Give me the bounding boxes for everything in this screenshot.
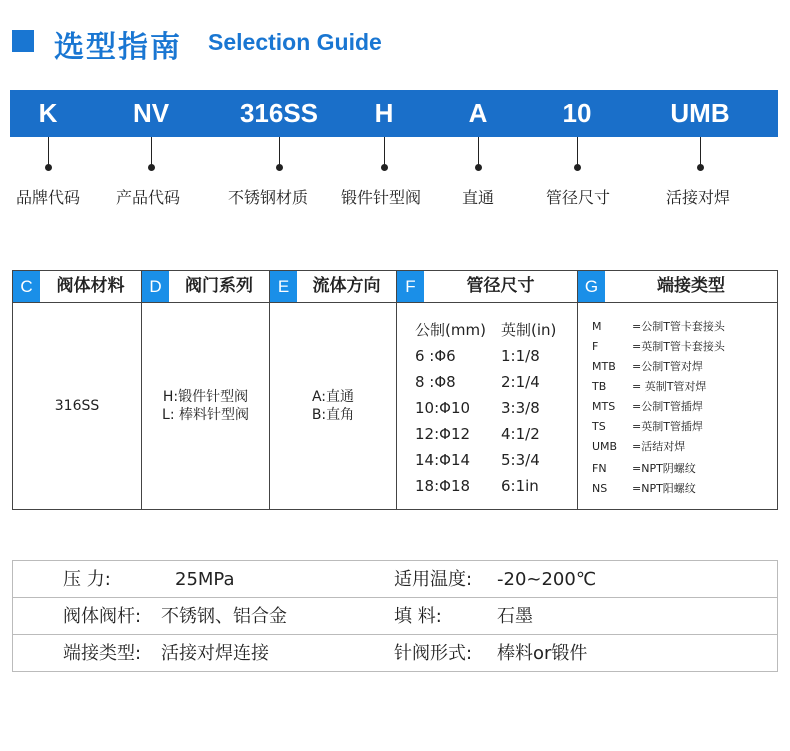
end-code: TB xyxy=(592,380,607,393)
metric-item: 14:Φ14 xyxy=(415,451,471,469)
param-label: 阀体阀杆: xyxy=(63,606,142,627)
param-value: 活接对焊连接 xyxy=(161,643,269,664)
imperial-item: 4:1/2 xyxy=(501,425,540,443)
param-label: 端接类型: xyxy=(63,643,142,664)
end-type-row xyxy=(592,462,696,475)
param-label: 压 力: xyxy=(63,569,111,590)
label-direction: 直通 xyxy=(461,188,495,207)
label-size: 管径尺寸 xyxy=(545,188,611,207)
connector-line xyxy=(151,137,152,167)
connector-dot xyxy=(276,164,283,171)
connector-dot xyxy=(697,164,704,171)
col-title: 阀门系列 xyxy=(185,276,253,296)
param-value: 不锈钢、铝合金 xyxy=(161,606,287,627)
col-series xyxy=(142,271,270,509)
col-letter: G xyxy=(578,271,605,302)
imperial-item: 6:1in xyxy=(501,477,539,495)
col-title: 端接类型 xyxy=(657,276,725,296)
connector-line xyxy=(48,137,49,167)
material-value: 316SS xyxy=(54,398,100,414)
col-title: 流体方向 xyxy=(312,276,381,296)
metric-item: 10:Φ10 xyxy=(415,399,471,417)
title-zh: 选型指南 xyxy=(54,30,182,65)
metric-sizes xyxy=(415,317,486,499)
end-code: NS xyxy=(592,482,608,495)
end-code: MTS xyxy=(592,400,616,413)
end-type-row xyxy=(592,420,703,433)
metric-header: 公制(mm) xyxy=(415,321,486,339)
code-direction: A xyxy=(468,98,488,128)
params-row xyxy=(13,635,777,672)
direction-line: B:直角 xyxy=(311,407,355,423)
end-code: FN xyxy=(592,462,607,475)
label-material: 不锈钢材质 xyxy=(227,188,309,207)
end-code: MTB xyxy=(592,360,616,373)
end-desc: =NPT阴螺纹 xyxy=(632,462,696,475)
series-line: H:锻件针型阀 xyxy=(162,389,249,405)
end-type-row xyxy=(592,380,706,393)
end-code: M xyxy=(592,320,602,333)
col-header xyxy=(270,271,396,303)
col-title: 管径尺寸 xyxy=(466,276,535,296)
end-desc: =公制T管对焊 xyxy=(632,360,703,373)
col-letter: F xyxy=(397,271,424,302)
param-value: 石墨 xyxy=(497,606,533,627)
header-square-icon xyxy=(12,30,34,52)
imperial-item: 1:1/8 xyxy=(501,347,540,365)
end-code: F xyxy=(592,340,599,353)
col-header xyxy=(142,271,269,303)
label-brand: 品牌代码 xyxy=(15,188,81,207)
label-end: 活接对焊 xyxy=(665,188,731,207)
end-type-row xyxy=(592,320,725,333)
end-type-row xyxy=(592,482,696,495)
col-header xyxy=(578,271,777,303)
end-desc: = 英制T管对焊 xyxy=(632,380,707,393)
col-direction xyxy=(270,271,397,509)
col-end-type xyxy=(578,271,777,509)
col-letter: D xyxy=(142,271,169,302)
imperial-header: 英制(in) xyxy=(501,321,557,339)
end-desc: =英制T管插焊 xyxy=(632,420,703,433)
end-type-row xyxy=(592,360,703,373)
connector-dot xyxy=(148,164,155,171)
code-product: NV xyxy=(132,98,170,128)
col-size xyxy=(397,271,578,509)
connector-dot xyxy=(574,164,581,171)
code-brand: K xyxy=(38,98,58,128)
params-row xyxy=(13,561,777,598)
series-line: L: 棒料针型阀 xyxy=(162,407,249,423)
col-letter: E xyxy=(270,271,297,302)
metric-item: 6 :Φ6 xyxy=(415,347,456,365)
col-body xyxy=(397,303,577,509)
end-code: TS xyxy=(592,420,606,433)
connector-dot xyxy=(45,164,52,171)
end-desc: =活结对焊 xyxy=(632,440,686,453)
metric-item: 18:Φ18 xyxy=(415,477,471,495)
model-code-bar xyxy=(10,90,778,137)
param-value: 25MPa xyxy=(175,569,235,590)
col-body xyxy=(142,303,269,509)
param-value: 棒料or锻件 xyxy=(497,643,588,664)
code-series: H xyxy=(374,98,394,128)
connector-line xyxy=(279,137,280,167)
connector-line xyxy=(478,137,479,167)
end-desc: =英制T管卡套接头 xyxy=(632,340,725,353)
connector-line xyxy=(700,137,701,167)
end-type-row xyxy=(592,400,703,413)
connector-line xyxy=(384,137,385,167)
param-label: 填 料: xyxy=(394,606,442,627)
end-desc: =NPT阳螺纹 xyxy=(632,482,696,495)
metric-item: 8 :Φ8 xyxy=(415,373,456,391)
imperial-sizes xyxy=(501,317,556,499)
param-label: 适用温度: xyxy=(394,569,473,590)
label-product: 产品代码 xyxy=(115,188,181,207)
col-title: 阀体材料 xyxy=(56,276,125,296)
col-body xyxy=(13,303,141,509)
col-header xyxy=(13,271,141,303)
param-label: 针阀形式: xyxy=(394,643,473,664)
end-code: UMB xyxy=(592,440,618,453)
col-header xyxy=(397,271,577,303)
params-row xyxy=(13,598,777,635)
imperial-item: 5:3/4 xyxy=(501,451,540,469)
spec-table xyxy=(12,270,778,510)
connector-line xyxy=(577,137,578,167)
section-header xyxy=(0,18,790,68)
end-type-row xyxy=(592,340,725,353)
col-letter: C xyxy=(13,271,40,302)
connector-dot xyxy=(381,164,388,171)
end-desc: =公制T管插焊 xyxy=(632,400,703,413)
end-desc: =公制T管卡套接头 xyxy=(632,320,725,333)
direction-line: A:直通 xyxy=(311,389,355,405)
imperial-item: 2:1/4 xyxy=(501,373,540,391)
col-body xyxy=(578,303,777,509)
connector-dot xyxy=(475,164,482,171)
imperial-item: 3:3/8 xyxy=(501,399,540,417)
end-type-row xyxy=(592,440,685,453)
code-material: 316SS xyxy=(239,98,319,128)
metric-item: 12:Φ12 xyxy=(415,425,471,443)
col-material xyxy=(13,271,142,509)
code-size: 10 xyxy=(562,98,592,128)
col-body xyxy=(270,303,396,509)
title-en: Selection Guide xyxy=(208,29,382,55)
param-value: -20~200℃ xyxy=(497,569,597,590)
label-series: 锻件针型阀 xyxy=(340,188,422,207)
code-end: UMB xyxy=(670,98,730,128)
params-table xyxy=(12,560,778,672)
